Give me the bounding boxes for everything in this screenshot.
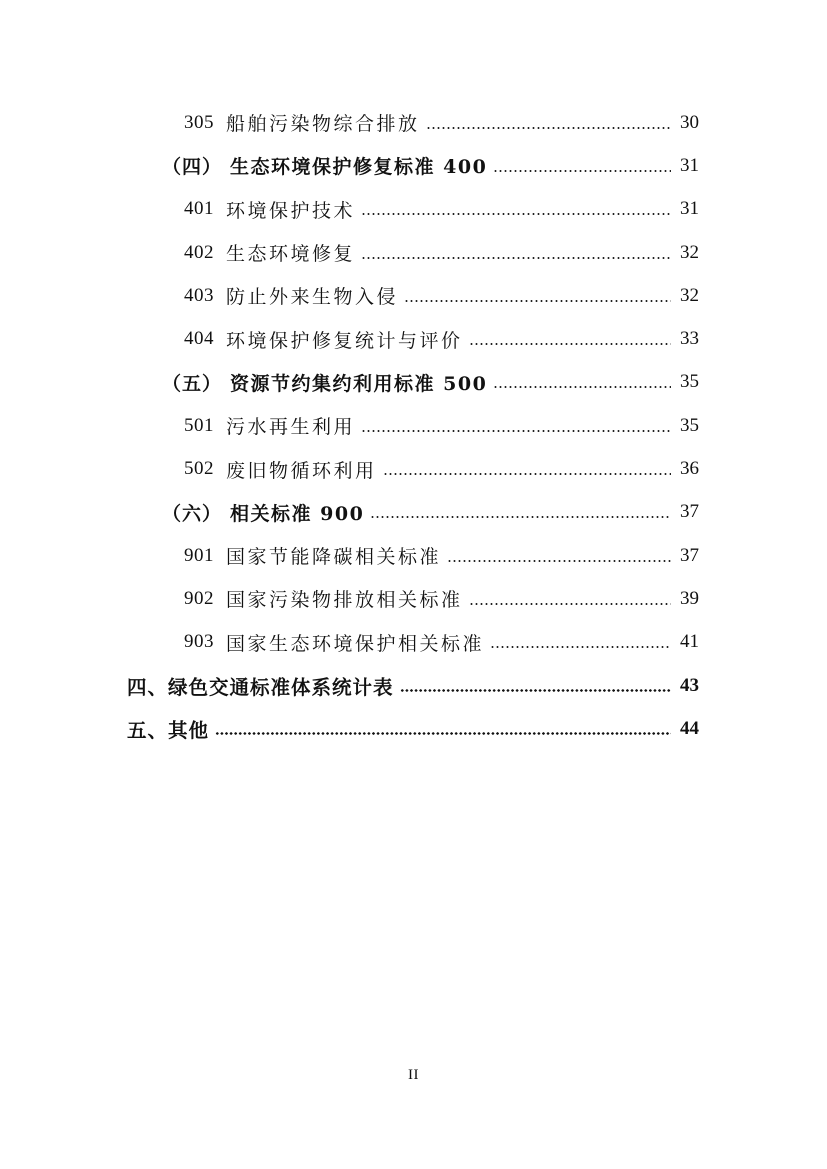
dot-leader <box>215 732 671 735</box>
toc-entry-number: 404 <box>184 328 214 350</box>
toc-entry[interactable] <box>0 534 827 577</box>
dot-leader <box>361 213 671 215</box>
toc-entry[interactable] <box>0 491 827 534</box>
dot-leader <box>370 516 671 518</box>
dot-leader <box>493 170 671 172</box>
toc-entry-title: 环境保护技术 <box>226 199 356 222</box>
toc-entry-number: （五） <box>162 372 223 395</box>
toc-entry[interactable] <box>0 447 827 490</box>
toc-entry[interactable] <box>0 361 827 404</box>
toc-entry-page: 31 <box>680 198 699 220</box>
toc-entry[interactable] <box>0 101 827 144</box>
dot-leader <box>426 127 671 129</box>
toc-entry-page: 37 <box>680 501 699 523</box>
toc-entry[interactable] <box>0 577 827 620</box>
toc-entry[interactable] <box>0 188 827 231</box>
toc-entry-number: 903 <box>184 631 214 653</box>
toc-entry-title: 生态环境保护修复标准 400 <box>230 156 488 179</box>
toc-entry-number: 902 <box>184 587 214 609</box>
toc-entry-page: 39 <box>680 587 699 609</box>
toc-entry-title: 国家节能降碳相关标准 <box>226 546 442 569</box>
toc-entry[interactable] <box>0 144 827 187</box>
toc-entry-page: 44 <box>680 717 699 739</box>
toc-entry-number: 901 <box>184 544 214 566</box>
toc-entry-page: 33 <box>680 328 699 350</box>
dot-leader <box>490 646 671 648</box>
toc-entry-page: 31 <box>680 154 699 176</box>
toc-entry-title: 国家生态环境保护相关标准 <box>226 632 485 655</box>
toc-entry-title: 废旧物循环利用 <box>226 459 377 482</box>
toc-entry-number: 403 <box>184 284 214 306</box>
toc-entry-title: 四、绿色交通标准体系统计表 <box>127 675 394 699</box>
toc-entry[interactable] <box>0 231 827 274</box>
toc-entry-page: 43 <box>680 674 699 696</box>
toc-entry-title: 环境保护修复统计与评价 <box>226 329 463 352</box>
dot-leader <box>361 430 671 432</box>
toc-entry[interactable] <box>0 317 827 360</box>
toc-entry-page: 32 <box>680 284 699 306</box>
toc-entry[interactable] <box>0 664 827 707</box>
toc-entry-page: 41 <box>680 631 699 653</box>
toc-entry-number: 305 <box>184 111 214 133</box>
toc-entry[interactable] <box>0 274 827 317</box>
toc-entry-page: 36 <box>680 458 699 480</box>
toc-entry-title: 防止外来生物入侵 <box>226 286 399 309</box>
toc-entry-number: 401 <box>184 198 214 220</box>
toc-entry[interactable] <box>0 621 827 664</box>
toc-entry-number: （四） <box>162 156 223 179</box>
dot-leader <box>469 603 671 605</box>
toc-entry[interactable] <box>0 707 827 750</box>
dot-leader <box>361 257 671 259</box>
toc-entry-number: 402 <box>184 241 214 263</box>
toc-entry[interactable] <box>0 404 827 447</box>
page-footer-number: II <box>408 1067 419 1083</box>
dot-leader <box>400 689 671 692</box>
toc-entry-title: 船舶污染物综合排放 <box>226 113 420 136</box>
dot-leader <box>469 343 671 345</box>
toc-entry-number: （六） <box>162 502 223 525</box>
toc-entry-title: 国家污染物排放相关标准 <box>226 589 463 612</box>
toc-entry-title: 污水再生利用 <box>226 416 356 439</box>
toc-entry-title: 相关标准 900 <box>230 502 365 525</box>
dot-leader <box>383 473 671 475</box>
dot-leader <box>447 560 671 562</box>
toc-entry-page: 35 <box>680 414 699 436</box>
dot-leader <box>493 386 671 388</box>
toc-entry-title: 五、其他 <box>127 718 210 742</box>
toc-entry-number: 501 <box>184 414 214 436</box>
table-of-contents <box>0 101 827 750</box>
toc-entry-page: 35 <box>680 371 699 393</box>
toc-entry-number: 502 <box>184 458 214 480</box>
toc-entry-page: 30 <box>680 111 699 133</box>
toc-entry-page: 37 <box>680 544 699 566</box>
dot-leader <box>404 300 671 302</box>
toc-entry-title: 生态环境修复 <box>226 243 356 266</box>
toc-entry-page: 32 <box>680 241 699 263</box>
toc-entry-title: 资源节约集约利用标准 500 <box>230 372 488 395</box>
